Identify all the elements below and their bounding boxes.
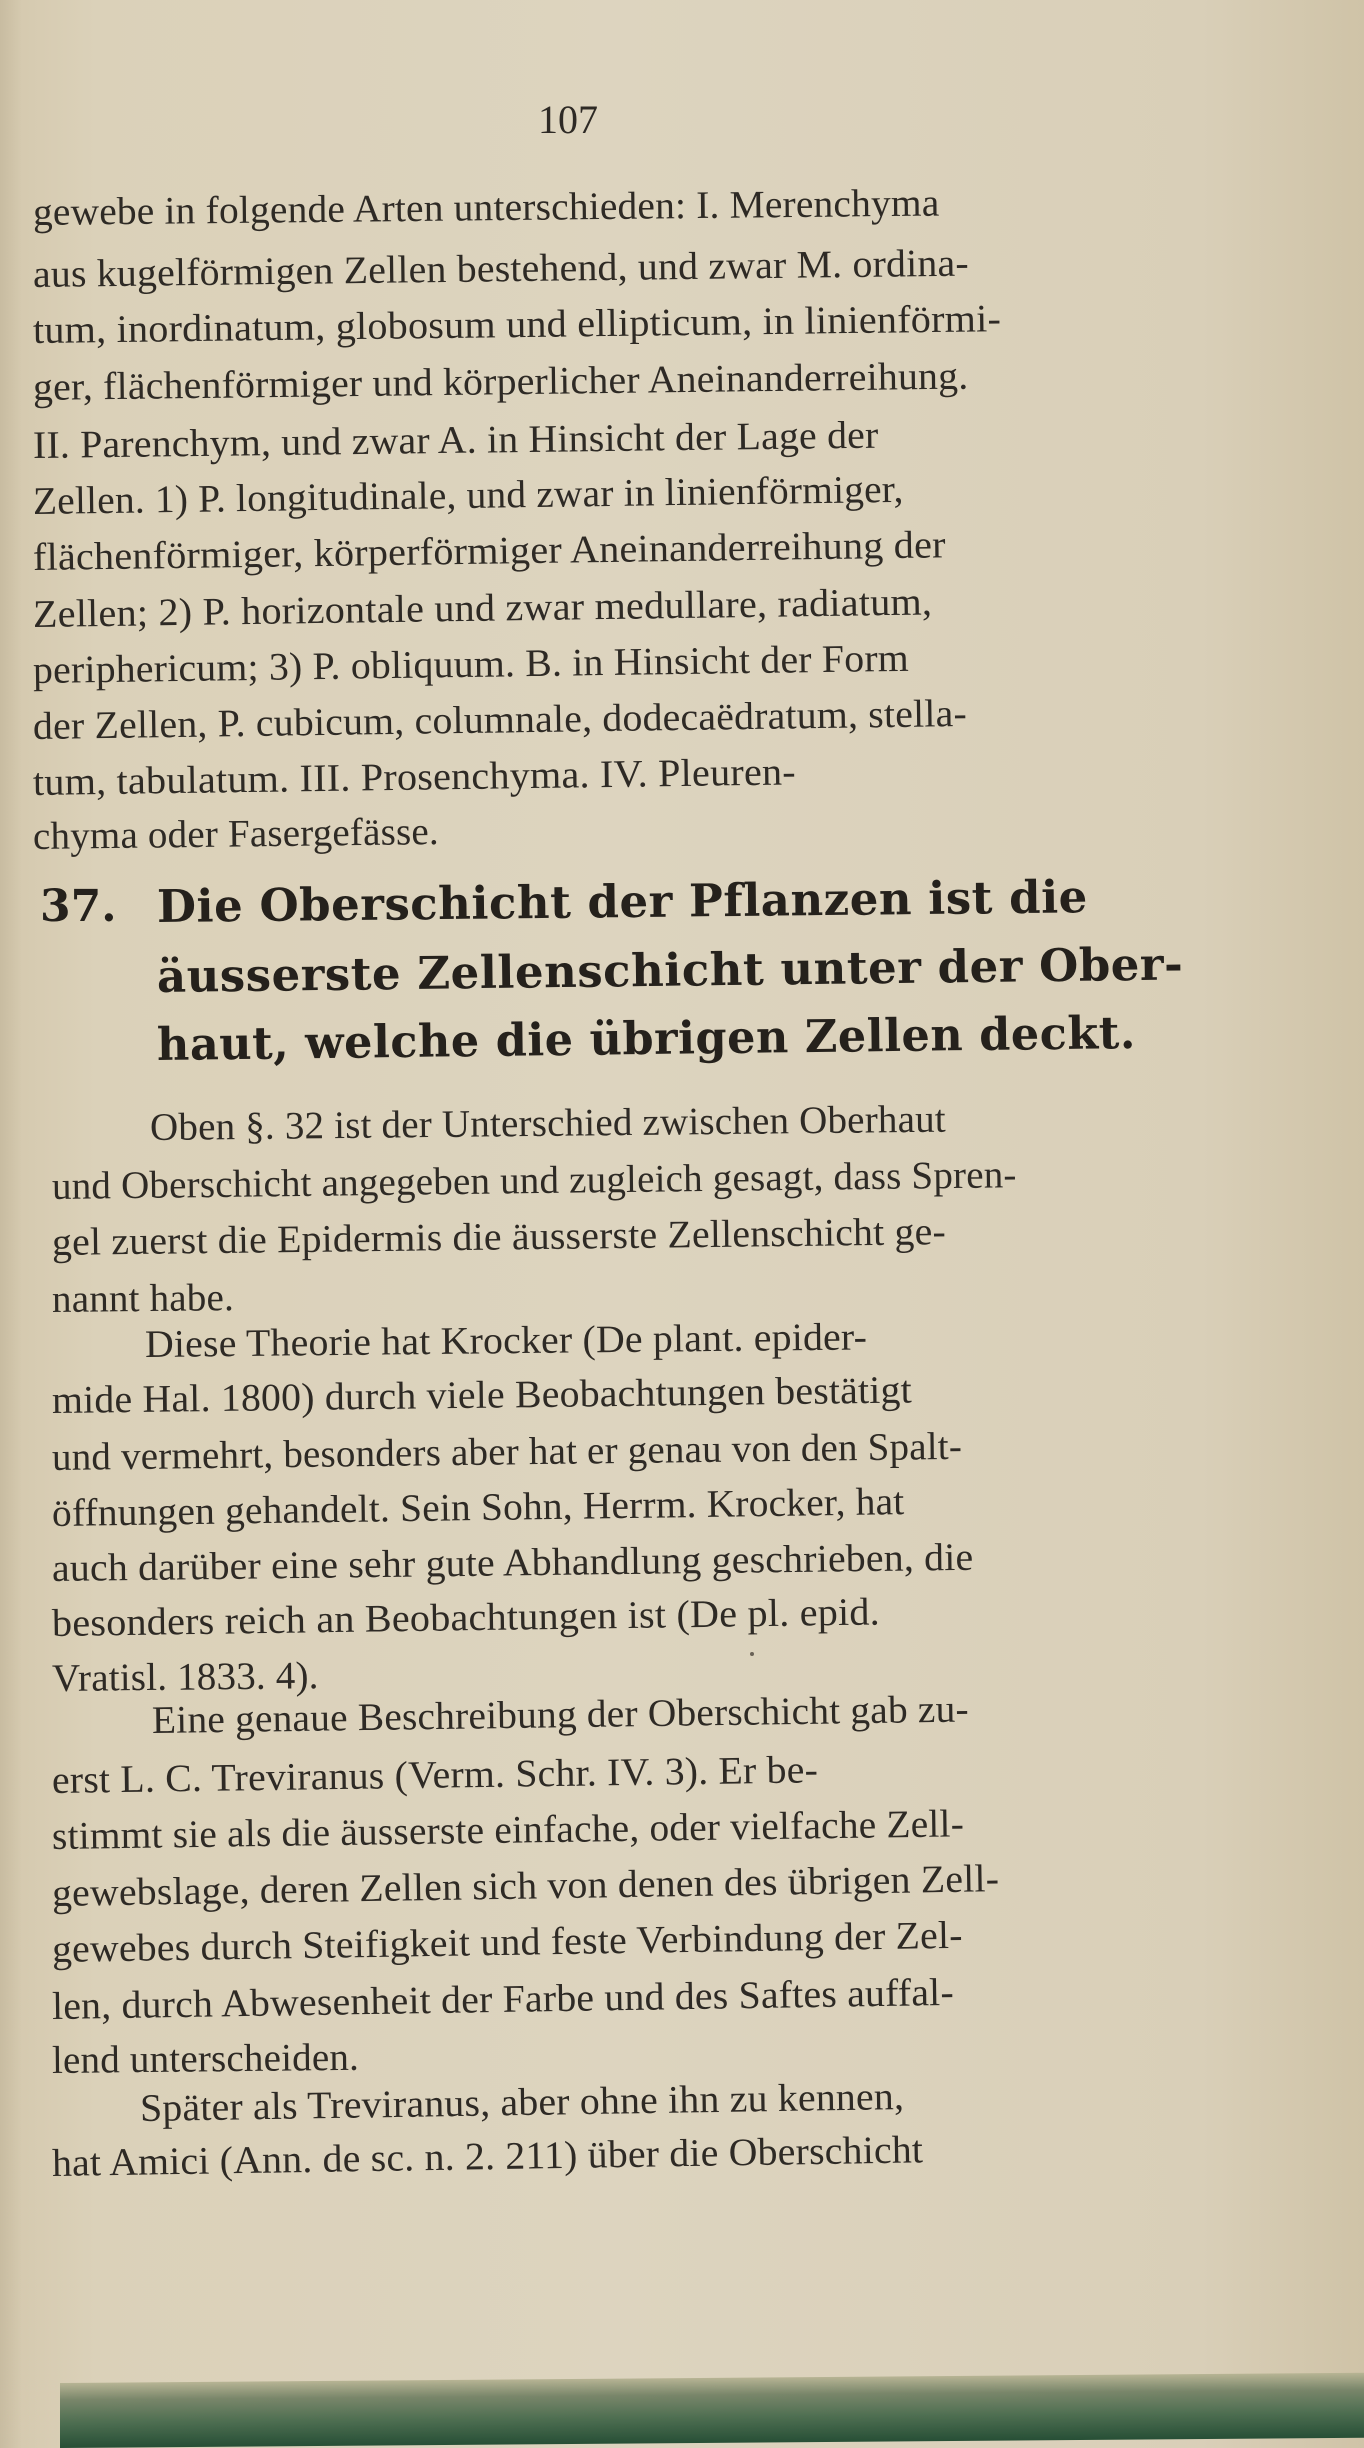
text-line: tum, inordinatum, globosum und ellipticum, in linienförmi-: [32, 297, 1002, 352]
section-heading-line: äusserste Zellenschicht unter der Ober-: [156, 937, 1184, 1003]
text-line: Zellen; 2) P. horizontale und zwar medullare, radiatum,: [32, 580, 933, 636]
text-line: chyma oder Fasergefässe.: [32, 810, 440, 858]
text-line: gewebslage, deren Zellen sich von denen des übrigen Zell-: [51, 1857, 1000, 1915]
text-line: flächenförmiger, körperförmiger Aneinanderreihung der: [32, 523, 946, 579]
text-line: nannt habe.: [51, 1276, 235, 1321]
text-line: Später als Treviranus, aber ohne ihn zu kennen,: [139, 2075, 905, 2130]
text-line: öffnungen gehandelt. Sein Sohn, Herrm. Krocker, hat: [51, 1480, 905, 1535]
text-line: Oben §. 32 ist der Unterschied zwischen Oberhaut: [149, 1097, 947, 1149]
text-line: periphericum; 3) P. obliquum. B. in Hinsicht der Form: [32, 636, 910, 692]
text-line: II. Parenchym, und zwar A. in Hinsicht der Lage der: [32, 413, 879, 467]
text-line: der Zellen, P. cubicum, columnale, dodecaëdratum, stella-: [32, 691, 968, 748]
text-line: Diese Theorie hat Krocker (De plant. epider-: [144, 1315, 868, 1366]
text-line: aus kugelförmigen Zellen bestehend, und zwar M. ordina-: [32, 241, 970, 296]
text-line: auch darüber eine sehr gute Abhandlung geschrieben, die: [51, 1535, 974, 1590]
text-line: Eine genaue Beschreibung der Oberschicht gab zu-: [151, 1687, 970, 1742]
text-line: Vratisl. 1833. 4).: [51, 1654, 319, 1700]
text-line: gel zuerst die Epidermis die äusserste Zellenschicht ge-: [51, 1210, 947, 1264]
text-line: len, durch Abwesenheit der Farbe und des Saftes auffal-: [51, 1970, 955, 2028]
text-line: erst L. C. Treviranus (Verm. Schr. IV. 3). Er be-: [51, 1748, 819, 1802]
text-line: und Oberschicht angegeben und zugleich gesagt, dass Spren-: [51, 1153, 1017, 1208]
text-line: Zellen. 1) P. longitudinale, und zwar in linienförmiger,: [32, 467, 904, 523]
ink-speck: [750, 1652, 754, 1656]
section-heading-line: Die Oberschicht der Pflanzen ist die: [156, 870, 1089, 933]
text-line: mide Hal. 1800) durch viele Beobachtungen bestätigt: [51, 1368, 913, 1422]
page-number: 107: [538, 97, 598, 142]
text-line: gewebes durch Steifigkeit und feste Verbindung der Zel-: [51, 1913, 964, 1971]
text-line: hat Amici (Ann. de sc. n. 2. 211) über die Oberschicht: [51, 2128, 924, 2185]
text-line: besonders reich an Beobachtungen ist (De pl. epid.: [51, 1590, 881, 1645]
text-line: und vermehrt, besonders aber hat er genau von den Spalt-: [51, 1424, 963, 1479]
section-number: 37.: [40, 881, 117, 932]
text-line: ger, flächenförmiger und körperlicher Aneinanderreihung.: [32, 354, 969, 409]
text-line: stimmt sie als die äusserste einfache, oder vielfache Zell-: [51, 1802, 965, 1858]
text-line: tum, tabulatum. III. Prosenchyma. IV. Pleuren-: [32, 750, 797, 804]
cover-edge-band: [60, 2373, 1364, 2448]
section-heading-line: haut, welche die übrigen Zellen deckt.: [156, 1006, 1137, 1071]
text-line: lend unterscheiden.: [51, 2035, 360, 2082]
page-edge-shadow: [0, 0, 22, 2448]
text-line: gewebe in folgende Arten unterschieden: I. Merenchyma: [32, 181, 940, 234]
